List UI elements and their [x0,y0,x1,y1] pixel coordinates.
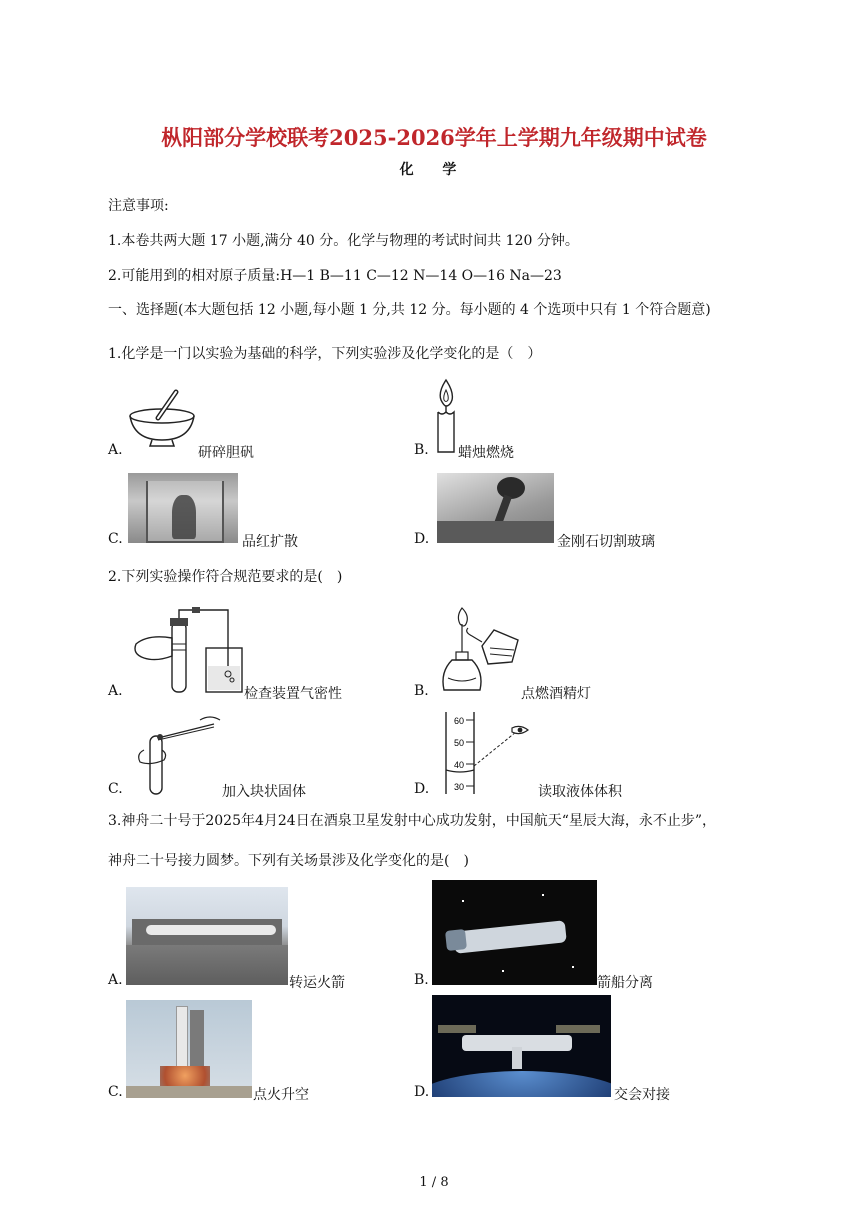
q3-option-b-text: 箭船分离 [597,975,653,991]
burning-candle-figure [432,378,460,454]
q2-option-c-text: 加入块状固体 [222,784,306,800]
q2-option-d-text: 读取液体体积 [538,784,622,800]
q3-option-a-text: 转运火箭 [289,975,345,991]
q1-option-c-text: 品红扩散 [242,534,298,550]
launch-liftoff-photo [126,1000,252,1098]
q3-option-a-letter: A. [108,972,123,988]
q1-option-d-text: 金刚石切割玻璃 [557,534,655,550]
q1-option-a-letter: A. [108,442,123,458]
cylinder-tick-60: 60 [454,716,465,726]
mortar-pestle-figure [126,388,198,450]
q1-option-a-text: 研碎胆矾 [198,445,254,461]
cylinder-tick-40: 40 [454,760,465,770]
q1-option-d-letter: D. [414,531,430,547]
notes-heading: 注意事项: [108,198,169,214]
q2-option-c-letter: C. [108,781,123,797]
read-cylinder-volume-figure [438,710,534,796]
q2-option-a-text: 检查装置气密性 [244,686,342,702]
dye-diffusion-photo [128,473,238,543]
note-item-1: 1.本卷共两大题 17 小题,满分 40 分。化学与物理的考试时间共 120 分钟。 [108,233,579,249]
cylinder-tick-50: 50 [454,738,465,748]
q1-option-c-letter: C. [108,531,123,547]
section-heading: 一、选择题(本大题包括 12 小题,每小题 1 分,共 12 分。每小题的 4 个选项中只有 1 个符合题意) [108,302,711,318]
question-1-stem: 1.化学是一门以实验为基础的科学，下列实验涉及化学变化的是（ ） [108,346,542,362]
question-3-stem-line-1: 3.神舟二十号于2025年4月24日在酒泉卫星发射中心成功发射，中国航天“星辰大海，永不止步”， [108,813,717,829]
rocket-transfer-photo [126,887,288,985]
q3-option-c-text: 点火升空 [253,1087,309,1103]
q3-option-d-letter: D. [414,1084,430,1100]
question-2-stem: 2.下列实验操作符合规范要求的是( ) [108,569,343,585]
q1-option-b-text: 蜡烛燃烧 [458,445,514,461]
airtightness-check-figure [128,604,246,696]
rocket-ship-separation-photo [432,880,597,985]
cylinder-tick-30: 30 [454,782,465,792]
q3-option-d-text: 交会对接 [614,1087,670,1103]
q1-option-b-letter: B. [414,442,429,458]
rendezvous-docking-photo [432,995,611,1097]
add-solid-to-tube-figure [130,710,222,796]
q3-option-c-letter: C. [108,1084,123,1100]
q2-option-b-text: 点燃酒精灯 [521,686,591,702]
q2-option-a-letter: A. [108,683,123,699]
alcohol-lamp-lighting-figure [432,602,524,692]
q2-option-d-letter: D. [414,781,430,797]
q2-option-b-letter: B. [414,683,429,699]
exam-title: 枞阳部分学校联考2025-2026学年上学期九年级期中试卷 [161,125,707,150]
page-number: 1 / 8 [419,1175,449,1190]
note-item-2: 2.可能用到的相对原子质量:H—1 B—11 C—12 N—14 O—16 Na—23 [108,268,562,284]
diamond-cutting-glass-photo [437,473,554,543]
q3-option-b-letter: B. [414,972,429,988]
subject-title: 化 学 [399,162,469,178]
question-3-stem-line-2: 神舟二十号接力圆梦。下列有关场景涉及化学变化的是( ) [108,853,469,869]
